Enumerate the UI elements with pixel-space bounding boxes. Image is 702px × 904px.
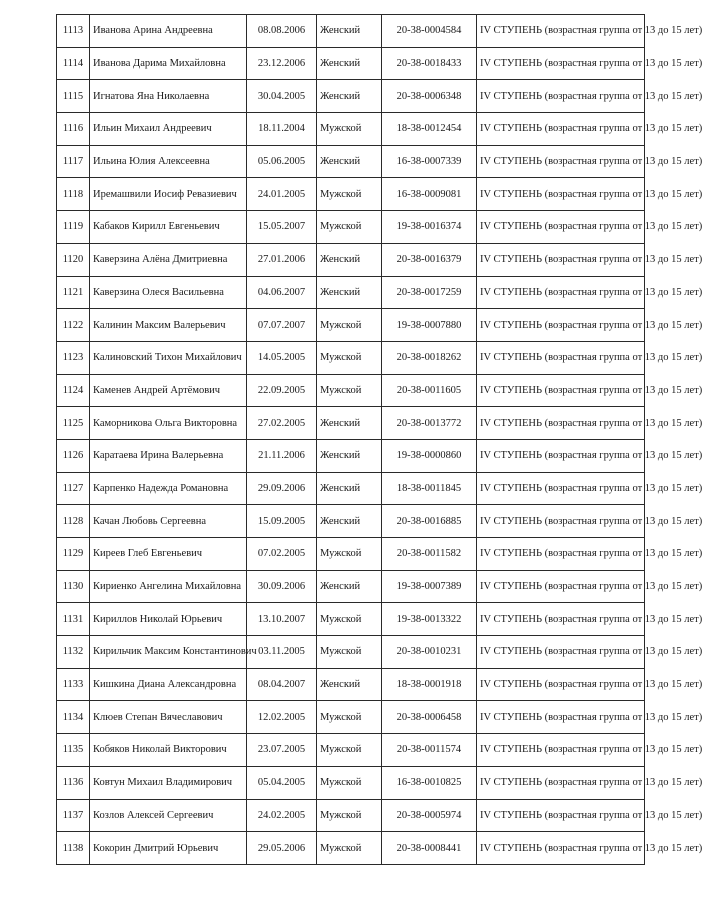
uin-cell: 20-38-0016885 bbox=[382, 505, 477, 538]
uin-cell: 20-38-0011574 bbox=[382, 734, 477, 767]
birth-date-cell: 15.09.2005 bbox=[247, 505, 317, 538]
table-row bbox=[57, 407, 645, 440]
table-row bbox=[57, 799, 645, 832]
table-row bbox=[57, 472, 645, 505]
full-name-cell: Калинин Максим Валерьевич bbox=[90, 309, 247, 342]
full-name-cell: Ковтун Михаил Владимирович bbox=[90, 766, 247, 799]
birth-date-cell: 27.02.2005 bbox=[247, 407, 317, 440]
row-number-cell: 1120 bbox=[57, 243, 90, 276]
gender-cell: Мужской bbox=[317, 538, 382, 571]
table-row bbox=[57, 80, 645, 113]
full-name-cell: Кабаков Кирилл Евгеньевич bbox=[90, 211, 247, 244]
birth-date-cell: 05.04.2005 bbox=[247, 766, 317, 799]
uin-cell: 20-38-0018262 bbox=[382, 341, 477, 374]
uin-cell: 19-38-0000860 bbox=[382, 439, 477, 472]
table-row bbox=[57, 374, 645, 407]
row-number-cell: 1118 bbox=[57, 178, 90, 211]
row-number-cell: 1116 bbox=[57, 113, 90, 146]
table-row bbox=[57, 145, 645, 178]
table-row bbox=[57, 668, 645, 701]
birth-date-cell: 07.02.2005 bbox=[247, 538, 317, 571]
level-cell: IV СТУПЕНЬ (возрастная группа от 13 до 15 лет) bbox=[477, 113, 645, 146]
birth-date-cell: 18.11.2004 bbox=[247, 113, 317, 146]
uin-cell: 20-38-0004584 bbox=[382, 15, 477, 48]
participants-table-body bbox=[57, 15, 702, 865]
gender-cell: Мужской bbox=[317, 799, 382, 832]
row-number-cell: 1132 bbox=[57, 636, 90, 669]
gender-cell: Женский bbox=[317, 570, 382, 603]
full-name-cell: Кобяков Николай Викторович bbox=[90, 734, 247, 767]
table-row bbox=[57, 701, 645, 734]
level-cell: IV СТУПЕНЬ (возрастная группа от 13 до 15 лет) bbox=[477, 766, 645, 799]
gender-cell: Мужской bbox=[317, 309, 382, 342]
row-number-cell: 1127 bbox=[57, 472, 90, 505]
level-cell: IV СТУПЕНЬ (возрастная группа от 13 до 15 лет) bbox=[477, 243, 645, 276]
level-cell: IV СТУПЕНЬ (возрастная группа от 13 до 15 лет) bbox=[477, 799, 645, 832]
gender-cell: Женский bbox=[317, 439, 382, 472]
gender-cell: Мужской bbox=[317, 178, 382, 211]
table-row bbox=[57, 603, 645, 636]
uin-cell: 20-38-0016379 bbox=[382, 243, 477, 276]
gender-cell: Мужской bbox=[317, 701, 382, 734]
uin-cell: 20-38-0018433 bbox=[382, 47, 477, 80]
birth-date-cell: 07.07.2007 bbox=[247, 309, 317, 342]
gender-cell: Мужской bbox=[317, 734, 382, 767]
table-row bbox=[57, 15, 645, 48]
birth-date-cell: 14.05.2005 bbox=[247, 341, 317, 374]
birth-date-cell: 08.08.2006 bbox=[247, 15, 317, 48]
level-cell: IV СТУПЕНЬ (возрастная группа от 13 до 15 лет) bbox=[477, 178, 645, 211]
level-cell: IV СТУПЕНЬ (возрастная группа от 13 до 15 лет) bbox=[477, 636, 645, 669]
full-name-cell: Кишкина Диана Александровна bbox=[90, 668, 247, 701]
level-cell: IV СТУПЕНЬ (возрастная группа от 13 до 15 лет) bbox=[477, 276, 645, 309]
level-cell: IV СТУПЕНЬ (возрастная группа от 13 до 15 лет) bbox=[477, 701, 645, 734]
full-name-cell: Каверзина Алёна Дмитриевна bbox=[90, 243, 247, 276]
uin-cell: 20-38-0010231 bbox=[382, 636, 477, 669]
level-cell: IV СТУПЕНЬ (возрастная группа от 13 до 15 лет) bbox=[477, 407, 645, 440]
row-number-cell: 1137 bbox=[57, 799, 90, 832]
full-name-cell: Иванова Дарима Михайловна bbox=[90, 47, 247, 80]
table-row bbox=[57, 178, 645, 211]
uin-cell: 19-38-0007389 bbox=[382, 570, 477, 603]
uin-cell: 16-38-0007339 bbox=[382, 145, 477, 178]
table-row bbox=[57, 832, 645, 865]
gender-cell: Мужской bbox=[317, 113, 382, 146]
gender-cell: Мужской bbox=[317, 636, 382, 669]
birth-date-cell: 12.02.2005 bbox=[247, 701, 317, 734]
row-number-cell: 1123 bbox=[57, 341, 90, 374]
level-cell: IV СТУПЕНЬ (возрастная группа от 13 до 15 лет) bbox=[477, 374, 645, 407]
birth-date-cell: 30.09.2006 bbox=[247, 570, 317, 603]
gender-cell: Женский bbox=[317, 145, 382, 178]
level-cell: IV СТУПЕНЬ (возрастная группа от 13 до 15 лет) bbox=[477, 145, 645, 178]
row-number-cell: 1138 bbox=[57, 832, 90, 865]
table-row bbox=[57, 243, 645, 276]
birth-date-cell: 29.09.2006 bbox=[247, 472, 317, 505]
row-number-cell: 1114 bbox=[57, 47, 90, 80]
full-name-cell: Качан Любовь Сергеевна bbox=[90, 505, 247, 538]
birth-date-cell: 15.05.2007 bbox=[247, 211, 317, 244]
row-number-cell: 1119 bbox=[57, 211, 90, 244]
uin-cell: 20-38-0017259 bbox=[382, 276, 477, 309]
uin-cell: 20-38-0006348 bbox=[382, 80, 477, 113]
full-name-cell: Козлов Алексей Сергеевич bbox=[90, 799, 247, 832]
row-number-cell: 1133 bbox=[57, 668, 90, 701]
full-name-cell: Кирильчик Максим Константинович bbox=[90, 636, 247, 669]
level-cell: IV СТУПЕНЬ (возрастная группа от 13 до 15 лет) bbox=[477, 538, 645, 571]
birth-date-cell: 29.05.2006 bbox=[247, 832, 317, 865]
full-name-cell: Каверзина Олеся Васильевна bbox=[90, 276, 247, 309]
birth-date-cell: 21.11.2006 bbox=[247, 439, 317, 472]
gender-cell: Мужской bbox=[317, 374, 382, 407]
birth-date-cell: 04.06.2007 bbox=[247, 276, 317, 309]
birth-date-cell: 24.02.2005 bbox=[247, 799, 317, 832]
level-cell: IV СТУПЕНЬ (возрастная группа от 13 до 15 лет) bbox=[477, 309, 645, 342]
uin-cell: 20-38-0005974 bbox=[382, 799, 477, 832]
table-row bbox=[57, 211, 645, 244]
level-cell: IV СТУПЕНЬ (возрастная группа от 13 до 15 лет) bbox=[477, 341, 645, 374]
uin-cell: 18-38-0012454 bbox=[382, 113, 477, 146]
gender-cell: Женский bbox=[317, 668, 382, 701]
level-cell: IV СТУПЕНЬ (возрастная группа от 13 до 15 лет) bbox=[477, 832, 645, 865]
level-cell: IV СТУПЕНЬ (возрастная группа от 13 до 15 лет) bbox=[477, 439, 645, 472]
uin-cell: 18-38-0011845 bbox=[382, 472, 477, 505]
gender-cell: Мужской bbox=[317, 832, 382, 865]
full-name-cell: Каморникова Ольга Викторовна bbox=[90, 407, 247, 440]
uin-cell: 19-38-0016374 bbox=[382, 211, 477, 244]
gender-cell: Мужской bbox=[317, 341, 382, 374]
row-number-cell: 1121 bbox=[57, 276, 90, 309]
gender-cell: Мужской bbox=[317, 766, 382, 799]
gender-cell: Мужской bbox=[317, 603, 382, 636]
row-number-cell: 1130 bbox=[57, 570, 90, 603]
birth-date-cell: 24.01.2005 bbox=[247, 178, 317, 211]
birth-date-cell: 27.01.2006 bbox=[247, 243, 317, 276]
table-row bbox=[57, 439, 645, 472]
full-name-cell: Кокорин Дмитрий Юрьевич bbox=[90, 832, 247, 865]
uin-cell: 20-38-0011582 bbox=[382, 538, 477, 571]
uin-cell: 20-38-0011605 bbox=[382, 374, 477, 407]
row-number-cell: 1131 bbox=[57, 603, 90, 636]
gender-cell: Женский bbox=[317, 276, 382, 309]
gender-cell: Женский bbox=[317, 243, 382, 276]
birth-date-cell: 13.10.2007 bbox=[247, 603, 317, 636]
gender-cell: Женский bbox=[317, 15, 382, 48]
full-name-cell: Каратаева Ирина Валерьевна bbox=[90, 439, 247, 472]
full-name-cell: Карпенко Надежда Романовна bbox=[90, 472, 247, 505]
full-name-cell: Киреев Глеб Евгеньевич bbox=[90, 538, 247, 571]
level-cell: IV СТУПЕНЬ (возрастная группа от 13 до 15 лет) bbox=[477, 734, 645, 767]
gender-cell: Мужской bbox=[317, 211, 382, 244]
full-name-cell: Иванова Арина Андреевна bbox=[90, 15, 247, 48]
birth-date-cell: 23.07.2005 bbox=[247, 734, 317, 767]
row-number-cell: 1115 bbox=[57, 80, 90, 113]
row-number-cell: 1129 bbox=[57, 538, 90, 571]
full-name-cell: Ильина Юлия Алексеевна bbox=[90, 145, 247, 178]
full-name-cell: Ильин Михаил Андреевич bbox=[90, 113, 247, 146]
row-number-cell: 1117 bbox=[57, 145, 90, 178]
table-row bbox=[57, 734, 645, 767]
row-number-cell: 1113 bbox=[57, 15, 90, 48]
table-row bbox=[57, 538, 645, 571]
row-number-cell: 1128 bbox=[57, 505, 90, 538]
table-row bbox=[57, 276, 645, 309]
gender-cell: Женский bbox=[317, 407, 382, 440]
level-cell: IV СТУПЕНЬ (возрастная группа от 13 до 15 лет) bbox=[477, 603, 645, 636]
table-row bbox=[57, 505, 645, 538]
birth-date-cell: 30.04.2005 bbox=[247, 80, 317, 113]
table-row bbox=[57, 47, 645, 80]
row-number-cell: 1122 bbox=[57, 309, 90, 342]
table-row bbox=[57, 766, 645, 799]
row-number-cell: 1126 bbox=[57, 439, 90, 472]
level-cell: IV СТУПЕНЬ (возрастная группа от 13 до 15 лет) bbox=[477, 472, 645, 505]
full-name-cell: Клюев Степан Вячеславович bbox=[90, 701, 247, 734]
uin-cell: 18-38-0001918 bbox=[382, 668, 477, 701]
gender-cell: Женский bbox=[317, 47, 382, 80]
uin-cell: 20-38-0008441 bbox=[382, 832, 477, 865]
full-name-cell: Калиновский Тихон Михайлович bbox=[90, 341, 247, 374]
uin-cell: 19-38-0007880 bbox=[382, 309, 477, 342]
birth-date-cell: 05.06.2005 bbox=[247, 145, 317, 178]
full-name-cell: Каменев Андрей Артёмович bbox=[90, 374, 247, 407]
level-cell: IV СТУПЕНЬ (возрастная группа от 13 до 15 лет) bbox=[477, 47, 645, 80]
full-name-cell: Игнатова Яна Николаевна bbox=[90, 80, 247, 113]
level-cell: IV СТУПЕНЬ (возрастная группа от 13 до 15 лет) bbox=[477, 668, 645, 701]
table-row bbox=[57, 113, 645, 146]
uin-cell: 19-38-0013322 bbox=[382, 603, 477, 636]
level-cell: IV СТУПЕНЬ (возрастная группа от 13 до 15 лет) bbox=[477, 80, 645, 113]
table-row bbox=[57, 636, 645, 669]
full-name-cell: Кириллов Николай Юрьевич bbox=[90, 603, 247, 636]
birth-date-cell: 08.04.2007 bbox=[247, 668, 317, 701]
document-page bbox=[56, 14, 702, 865]
full-name-cell: Иремашвили Иосиф Ревазиевич bbox=[90, 178, 247, 211]
row-number-cell: 1136 bbox=[57, 766, 90, 799]
birth-date-cell: 22.09.2005 bbox=[247, 374, 317, 407]
birth-date-cell: 03.11.2005 bbox=[247, 636, 317, 669]
birth-date-cell: 23.12.2006 bbox=[247, 47, 317, 80]
full-name-cell: Кириенко Ангелина Михайловна bbox=[90, 570, 247, 603]
table-row bbox=[57, 309, 645, 342]
uin-cell: 20-38-0006458 bbox=[382, 701, 477, 734]
table-row bbox=[57, 341, 645, 374]
uin-cell: 20-38-0013772 bbox=[382, 407, 477, 440]
row-number-cell: 1124 bbox=[57, 374, 90, 407]
level-cell: IV СТУПЕНЬ (возрастная группа от 13 до 15 лет) bbox=[477, 15, 645, 48]
gender-cell: Женский bbox=[317, 505, 382, 538]
row-number-cell: 1135 bbox=[57, 734, 90, 767]
uin-cell: 16-38-0010825 bbox=[382, 766, 477, 799]
level-cell: IV СТУПЕНЬ (возрастная группа от 13 до 15 лет) bbox=[477, 505, 645, 538]
row-number-cell: 1134 bbox=[57, 701, 90, 734]
table-row bbox=[57, 570, 645, 603]
row-number-cell: 1125 bbox=[57, 407, 90, 440]
gender-cell: Женский bbox=[317, 80, 382, 113]
participants-table bbox=[56, 14, 702, 865]
level-cell: IV СТУПЕНЬ (возрастная группа от 13 до 15 лет) bbox=[477, 570, 645, 603]
gender-cell: Женский bbox=[317, 472, 382, 505]
level-cell: IV СТУПЕНЬ (возрастная группа от 13 до 15 лет) bbox=[477, 211, 645, 244]
uin-cell: 16-38-0009081 bbox=[382, 178, 477, 211]
